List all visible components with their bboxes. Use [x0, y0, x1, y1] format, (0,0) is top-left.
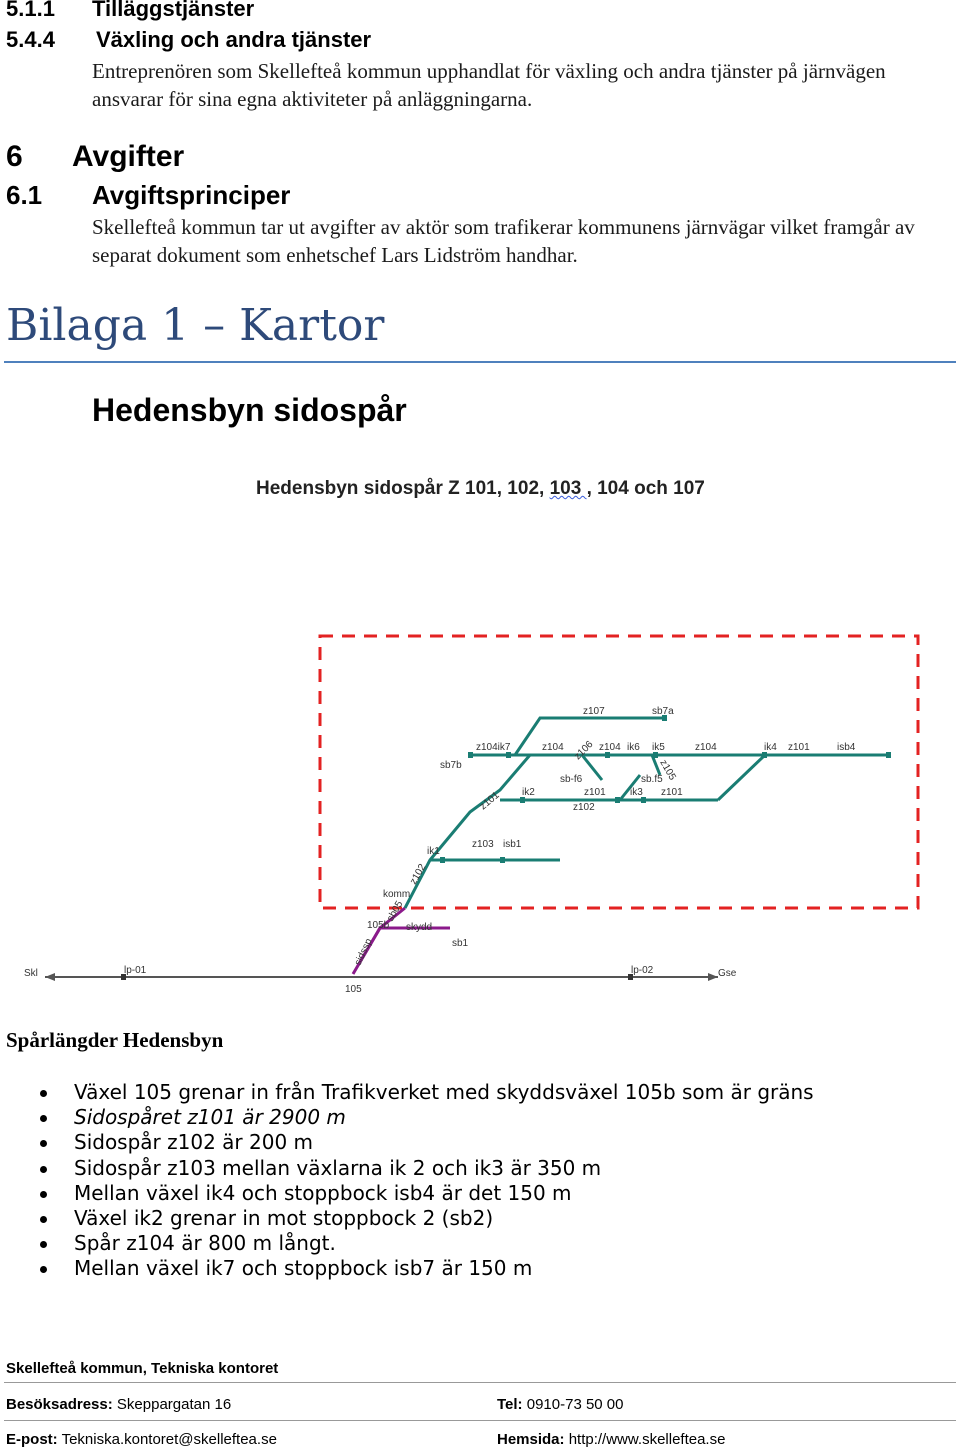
section-title-61: Avgiftsprinciper: [92, 180, 291, 210]
footer-tel: [497, 1396, 624, 1413]
label-z106: z106: [572, 739, 596, 763]
section-title-544: Växling och andra tjänster: [96, 27, 372, 52]
section-body-61: Skellefteå kommun tar ut avgifter av aktör som trafikerar kommunens järnvägar vilket framgår av separat dokument som enhetschef Lars Lidström handhar.: [92, 215, 915, 267]
footer-visit-value: Skeppargatan 16: [116, 1396, 232, 1413]
label-komm: komm: [383, 889, 411, 900]
track-diagram: [0, 620, 960, 1000]
section-number-61: 6.1: [6, 180, 43, 210]
label-z104-a: z104: [542, 742, 564, 753]
label-sb1: sb1: [452, 938, 469, 949]
label-lp02: lp-02: [631, 965, 654, 976]
label-z103: z103: [472, 839, 494, 850]
list-item: Växel 105 grenar in från Trafikverket med skyddsväxel 105b som är gräns: [40, 1080, 814, 1105]
label-z105: z105: [657, 758, 678, 783]
list-item: Mellan växel ik4 och stoppbock isb4 är det 150 m: [40, 1181, 814, 1206]
label-z104-ik6: z104: [599, 742, 621, 753]
footer-tel-label: Tel:: [497, 1396, 523, 1413]
appendix-title: Bilaga 1 – Kartor: [6, 300, 385, 351]
footer-visit-label: Besöksadress:: [6, 1396, 113, 1413]
section-title-6: Avgifter: [72, 140, 185, 173]
footer-email: [6, 1431, 277, 1448]
list-item: Sidospår z102 är 200 m: [40, 1130, 814, 1155]
footer-rule: [4, 1382, 956, 1383]
footer-email-link[interactable]: Tekniska.kontoret@skelleftea.se: [61, 1431, 277, 1448]
list-item: Sidospåret z101 är 2900 m: [40, 1105, 814, 1130]
map-title-part-a: Hedensbyn sidospår Z 101, 102,: [256, 478, 550, 499]
label-z102: z102: [573, 802, 595, 813]
label-z104-b: z104: [695, 742, 717, 753]
track-lengths-list: [40, 1080, 814, 1282]
map-title-part-c: , 104 och 107: [586, 478, 705, 499]
label-105: 105: [345, 984, 362, 995]
label-lp01: lp-01: [124, 965, 147, 976]
footer-web-label: Hemsida:: [497, 1431, 565, 1448]
label-sb7a: sb7a: [652, 706, 674, 717]
label-ik4: ik4: [764, 742, 777, 753]
map-subtitle: Hedensbyn sidospår: [92, 392, 407, 428]
label-105b: 105b: [367, 920, 390, 931]
list-item: Mellan växel ik7 och stoppbock isb7 är 150 m: [40, 1256, 814, 1281]
label-sb-f5: sb.f5: [641, 774, 663, 785]
boundary-box: [320, 636, 918, 908]
label-sidssp: sidssp: [352, 936, 375, 968]
footer-rule: [4, 1420, 956, 1421]
section-number-544: 5.4.4: [6, 27, 55, 52]
list-item: Sidospår z103 mellan växlarna ik 2 och ik3 är 350 m: [40, 1156, 814, 1181]
label-z104-ik7: z104ik7: [476, 742, 511, 753]
map-image-title: [256, 478, 705, 500]
track-lengths-heading: Spårlängder Hedensbyn: [6, 1028, 224, 1052]
main-line-right-arrow: [708, 973, 718, 981]
label-skl: Skl: [24, 968, 38, 979]
footer-web: [497, 1431, 725, 1448]
section-number-6: 6: [6, 140, 23, 173]
label-ik2: ik2: [522, 787, 535, 798]
label-z101-right: z101: [788, 742, 810, 753]
label-isb1: isb1: [503, 839, 522, 850]
label-ik1: ik1: [427, 846, 440, 857]
label-isb4: isb4: [837, 742, 856, 753]
footer-org: Skellefteå kommun, Tekniska kontoret: [6, 1360, 279, 1377]
appendix-title-rule: [4, 361, 956, 363]
map-title-part-b: 103: [549, 478, 587, 499]
label-z107: z107: [583, 706, 605, 717]
label-z102-diag: z102: [408, 862, 429, 887]
main-line-left-arrow: [45, 973, 55, 981]
section-body-544: Entreprenören som Skellefteå kommun upphandlat för växling och andra tjänster på järnvägen ansvarar för sina egna aktiviteter på anläggningarna.: [92, 59, 886, 111]
footer-visit: [6, 1396, 231, 1413]
section-title-511: Tilläggstjänster: [92, 0, 255, 21]
label-gse: Gse: [718, 968, 737, 979]
footer-tel-value: 0910-73 50 00: [526, 1396, 624, 1413]
section-number-511: 5.1.1: [6, 0, 55, 21]
list-item: Växel ik2 grenar in mot stoppbock 2 (sb2): [40, 1206, 814, 1231]
label-ik3: ik3: [630, 787, 643, 798]
list-item: Spår z104 är 800 m långt.: [40, 1231, 814, 1256]
label-sb05: sb05: [385, 899, 406, 924]
label-sb-f6: sb-f6: [560, 774, 583, 785]
label-z101-diag: z101: [477, 789, 502, 813]
label-ik6: ik6: [627, 742, 640, 753]
footer-email-label: E-post:: [6, 1431, 58, 1448]
label-z101-mid: z101: [584, 787, 606, 798]
label-sb7b: sb7b: [440, 760, 462, 771]
label-skydd: skydd: [406, 922, 433, 933]
footer-web-link[interactable]: http://www.skelleftea.se: [568, 1431, 726, 1448]
label-z101-mid2: z101: [661, 787, 683, 798]
label-ik5: ik5: [652, 742, 665, 753]
